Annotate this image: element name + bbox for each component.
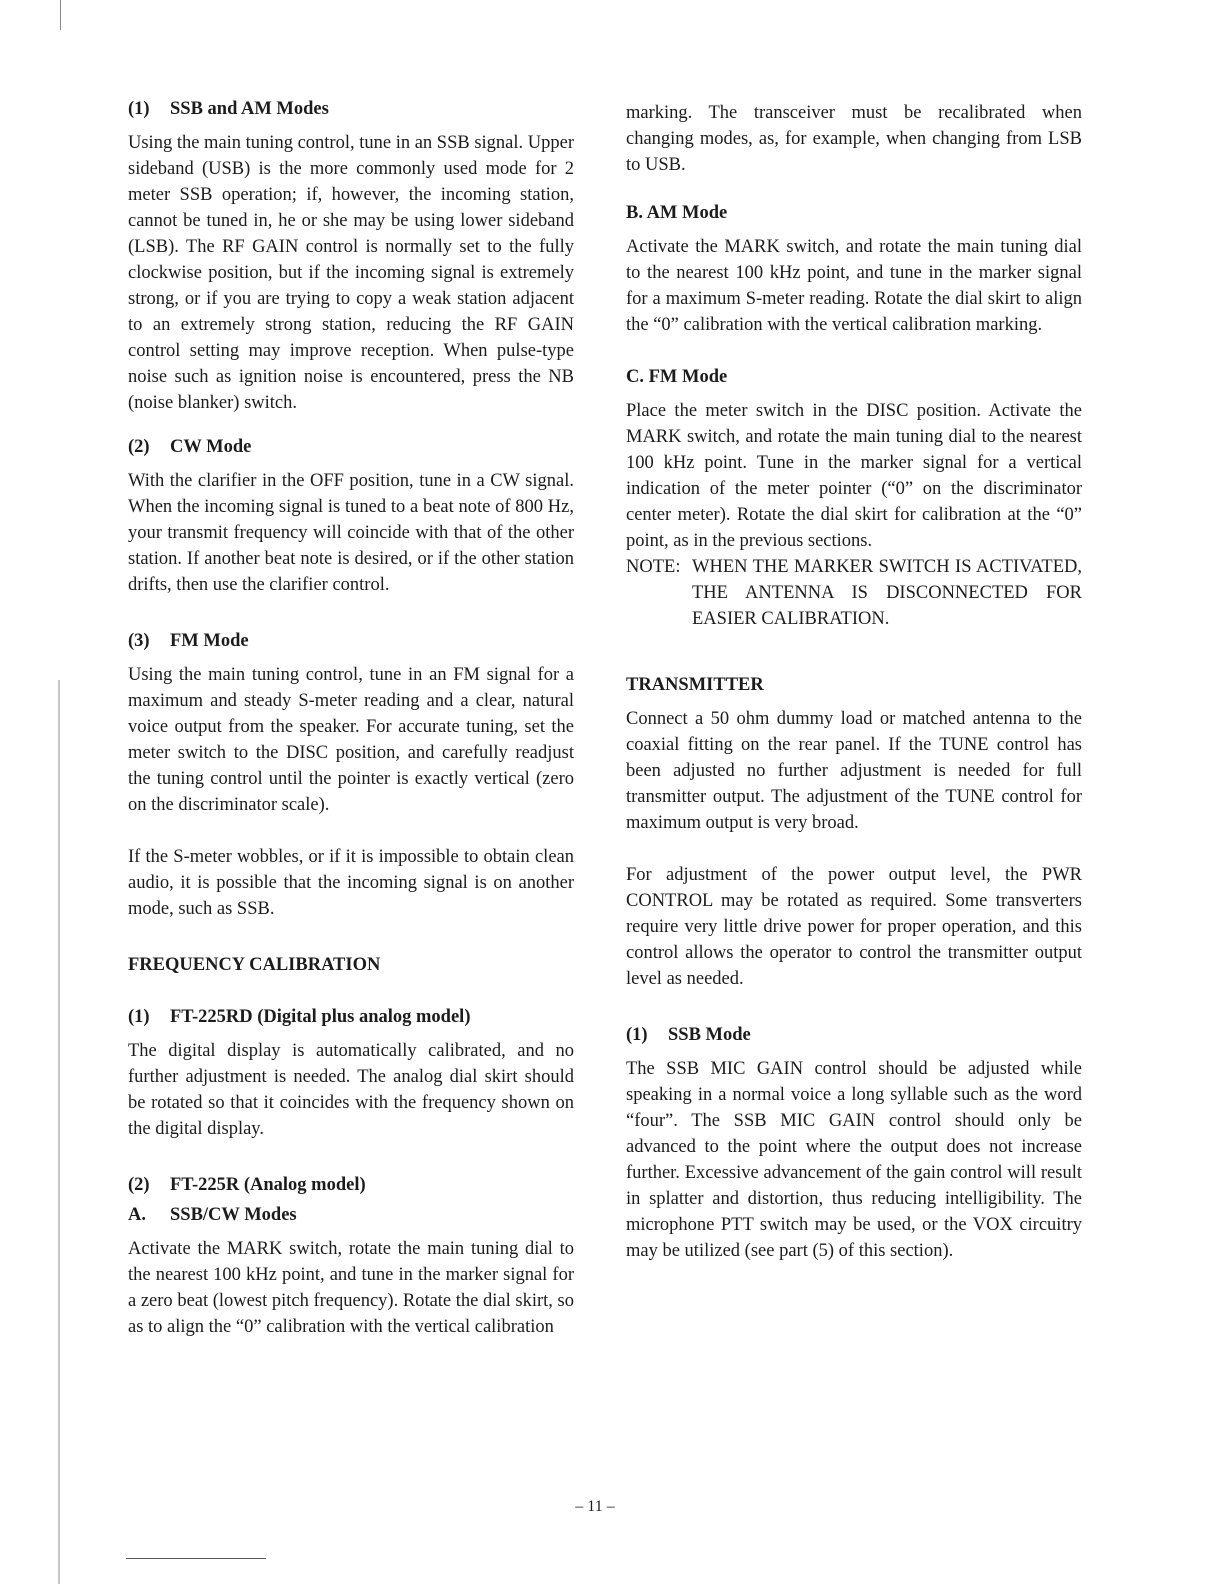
paragraph-am-calibration: Activate the MARK switch, and rotate the main tuning dial to the nearest 100 kHz point, and tune in the marker signal for a maximum S-meter reading. Rotate the dial skirt to align the “0” calibration with the vertical calibration marking. (626, 237, 1082, 335)
right-column (626, 96, 1082, 1264)
heading-ft225rd (128, 1004, 574, 1030)
heading-ft225r (128, 1172, 574, 1198)
paragraph-ssb-mic-gain: The SSB MIC GAIN control should be adjusted while speaking in a normal voice a long syllable such as the word “four”. The SSB MIC GAIN control should only be advanced to the point where the output does not increase further. Excessive advancement of the gain control will result in splatter and distortion, thus reducing intelligibility. The microphone PTT switch may be used, or the VOX circuitry may be utilized (see part (5) of this section). (626, 1059, 1082, 1261)
note-block (626, 554, 1082, 632)
section-am-mode-calibration (626, 200, 1082, 338)
section-ssb-am-modes (128, 96, 574, 416)
paragraph-ssb-am: Using the main tuning control, tune in an SSB signal. Upper sideband (USB) is the more commonly used mode for 2 meter SSB operation; if, however, the incoming station, cannot be tuned in, he or she may be using lower sideband (LSB). The RF GAIN control is normally set to the fully clockwise position, but if the incoming signal is extremely strong, or if you are trying to copy a weak station adjacent to an extremely strong station, reducing the RF GAIN control setting may improve reception. When pulse-type noise such as ignition noise is encountered, press the NB (noise blanker) switch. (128, 133, 575, 413)
heading-ssb-am-modes (128, 96, 574, 122)
heading-am-mode: B. AM Mode (626, 203, 728, 223)
heading-title: SSB and AM Modes (170, 99, 329, 119)
page-number: – 11 – (575, 1498, 615, 1515)
section-fm-mode (128, 628, 574, 922)
heading-number: (3) (128, 631, 150, 651)
heading-number: (1) (626, 1025, 648, 1045)
paragraph-continued: marking. The transceiver must be recalibrated when changing modes, as, for example, when changing from LSB to USB. (626, 103, 1082, 175)
heading-title: FT-225RD (Digital plus analog model) (170, 1007, 471, 1027)
heading-number: A. (128, 1205, 146, 1225)
section-frequency-calibration (128, 952, 574, 1340)
footnote-rule (126, 1558, 266, 1559)
heading-number: (1) (128, 1007, 150, 1027)
heading-fm-mode-calibration: C. FM Mode (626, 367, 728, 387)
paragraph-ssb-cw-calibration: Activate the MARK switch, rotate the main tuning dial to the nearest 100 kHz point, and tune in the marker signal for a zero beat (lowest pitch frequency). Rotate the dial skirt, so as to align the “0” calibration with the vertical calibration (128, 1239, 574, 1337)
heading-number: (2) (128, 437, 150, 457)
heading-title: FT-225R (Analog model) (170, 1175, 366, 1195)
heading-transmitter: TRANSMITTER (626, 675, 764, 695)
scan-line-top (60, 0, 61, 30)
heading-number: (1) (128, 99, 150, 119)
note-text: WHEN THE MARKER SWITCH IS ACTIVATED, THE ANTENNA IS DISCONNECTED FOR EASIER CALIBRATION. (692, 557, 1082, 629)
note-label: NOTE: (626, 557, 681, 577)
heading-title: CW Mode (170, 437, 252, 457)
scan-line-left (58, 680, 60, 1584)
heading-ssb-mode (626, 1022, 1082, 1048)
heading-title: FM Mode (170, 631, 249, 651)
section-ssb-mode-transmit (626, 1022, 1082, 1264)
paragraph-fm-calibration: Place the meter switch in the DISC position. Activate the MARK switch, and rotate the main tuning dial to the nearest 100 kHz point. Tune in the marker signal for a vertical indication of the meter pointer (“0” on the discriminator center meter). Rotate the dial skirt for calibration at the “0” point, as in the previous sections. (626, 401, 1082, 551)
heading-fm-mode (128, 628, 574, 654)
paragraph-fm-note: If the S-meter wobbles, or if it is impossible to obtain clean audio, it is possible that the incoming signal is on another mode, such as SSB. (128, 847, 574, 919)
heading-number: (2) (128, 1175, 150, 1195)
heading-cw-mode (128, 434, 574, 460)
heading-frequency-calibration: FREQUENCY CALIBRATION (128, 955, 381, 975)
section-fm-mode-calibration (626, 364, 1082, 554)
paragraph-transmitter: Connect a 50 ohm dummy load or matched antenna to the coaxial fitting on the rear panel. If the TUNE control has been adjusted no further adjustment is needed for full transmitter output. The adjustment of the TUNE control for maximum output is very broad. (626, 709, 1082, 833)
paragraph-fm: Using the main tuning control, tune in an FM signal for a maximum and steady S-meter reading and a clear, natural voice output from the speaker. For accurate tuning, set the meter switch to the DISC position, and carefully readjust the tuning control until the pointer is exactly vertical (zero on the discriminator scale). (128, 665, 574, 815)
paragraph-cw: With the clarifier in the OFF position, tune in a CW signal. When the incoming signal is tuned to a beat note of 800 Hz, your transmit frequency will coincide with that of the other station. If another beat note is desired, or if the other station drifts, then use the clarifier control. (128, 471, 574, 595)
section-transmitter (626, 672, 1082, 992)
left-column (128, 96, 574, 1340)
heading-title: SSB Mode (668, 1025, 751, 1045)
heading-title: SSB/CW Modes (170, 1205, 297, 1225)
heading-ssb-cw-modes (128, 1202, 574, 1228)
section-cw-mode (128, 434, 574, 598)
paragraph-power-output: For adjustment of the power output level, the PWR CONTROL may be rotated as required. Some transverters require very little drive power for proper operation, and this control allows the operator to control the transmitter output level as needed. (626, 865, 1082, 989)
paragraph-ft225rd: The digital display is automatically calibrated, and no further adjustment is needed. The analog dial skirt should be rotated so that it coincides with the frequency shown on the digital display. (128, 1041, 574, 1139)
